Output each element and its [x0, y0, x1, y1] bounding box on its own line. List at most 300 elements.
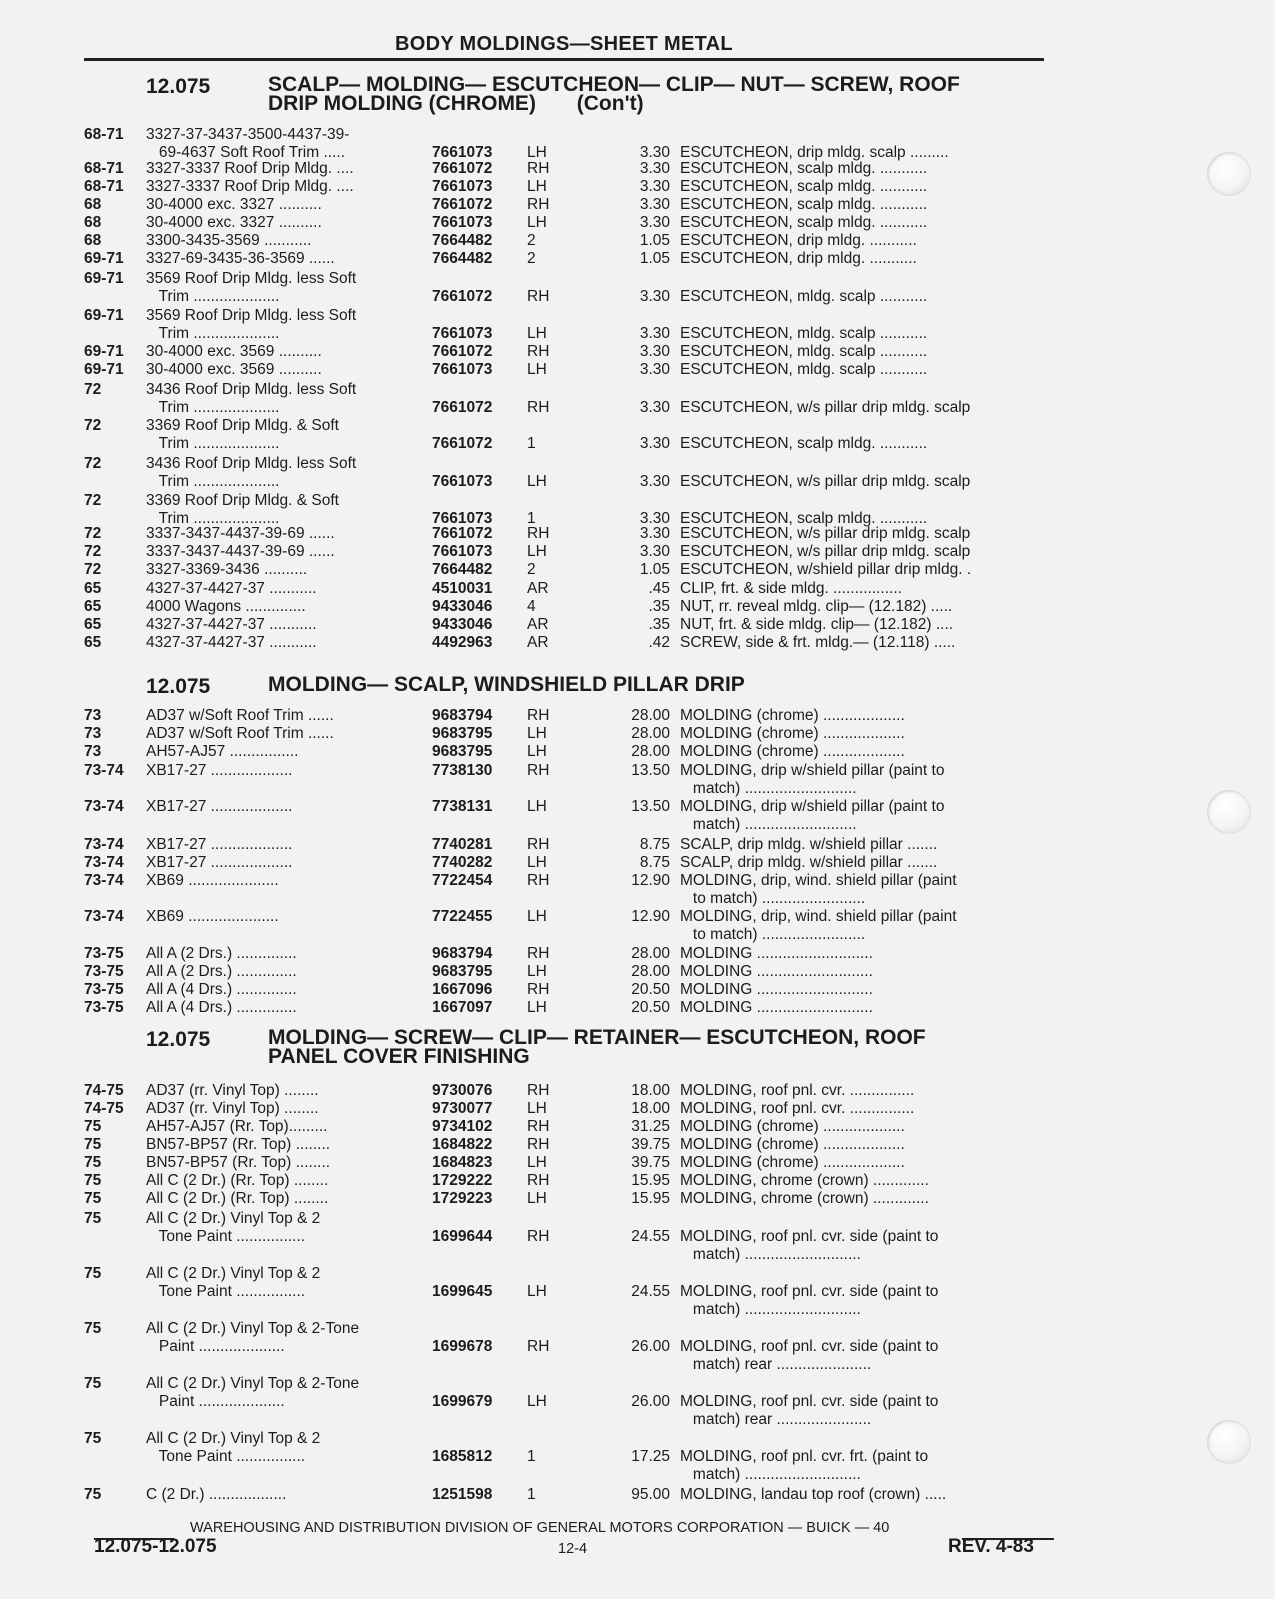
- part-description: MOLDING, drip w/shield pillar (paint to match) ..........................: [680, 798, 945, 833]
- list-price: 15.95: [631, 1190, 670, 1207]
- part-number: 7740281: [432, 836, 493, 853]
- part-number: 7661072: [432, 288, 493, 305]
- model-applicability: 3327-37-3437-3500-4437-39- 69-4637 Soft Roof Trim .....: [146, 126, 350, 161]
- part-number: 1251598: [432, 1486, 493, 1503]
- list-price: 3.30: [639, 196, 670, 213]
- model-applicability: 3369 Roof Drip Mldg. & Soft Trim ....................: [146, 417, 339, 452]
- list-price: 3.30: [639, 325, 670, 342]
- model-year: 74-75: [84, 1100, 124, 1117]
- part-description: ESCUTCHEON, w/s pillar drip mldg. scalp: [680, 473, 971, 490]
- model-applicability: All C (2 Dr.) Vinyl Top & 2 Tone Paint ................: [146, 1430, 321, 1465]
- part-number: 7722455: [432, 908, 493, 925]
- model-applicability: All A (4 Drs.) ..............: [146, 999, 297, 1016]
- part-description: ESCUTCHEON, mldg. scalp ...........: [680, 343, 928, 360]
- model-year: 75: [84, 1486, 102, 1503]
- model-year: 68-71: [84, 126, 124, 143]
- quantity: LH: [527, 178, 547, 195]
- model-year: 69-71: [84, 307, 124, 324]
- model-applicability: XB17-27 ...................: [146, 854, 293, 871]
- part-description: MOLDING, roof pnl. cvr. ...............: [680, 1100, 915, 1117]
- quantity: 2: [527, 250, 536, 267]
- model-applicability: 30-4000 exc. 3569 ..........: [146, 343, 322, 360]
- model-year: 69-71: [84, 270, 124, 287]
- list-price: 8.75: [639, 836, 670, 853]
- model-year: 72: [84, 381, 102, 398]
- part-number: 9683795: [432, 725, 493, 742]
- model-year: 65: [84, 580, 102, 597]
- list-price: 26.00: [631, 1393, 670, 1410]
- part-number: 1699678: [432, 1338, 493, 1355]
- part-number: 9730077: [432, 1100, 493, 1117]
- list-price: 18.00: [631, 1100, 670, 1117]
- part-description: MOLDING, roof pnl. cvr. side (paint to match) ...........................: [680, 1283, 939, 1318]
- quantity: LH: [527, 798, 547, 815]
- list-price: 3.30: [639, 361, 670, 378]
- model-year: 72: [84, 525, 102, 542]
- part-description: ESCUTCHEON, mldg. scalp ...........: [680, 288, 928, 305]
- quantity: LH: [527, 325, 547, 342]
- model-applicability: XB17-27 ...................: [146, 836, 293, 853]
- model-year: 69-71: [84, 343, 124, 360]
- model-applicability: 3327-3369-3436 ..........: [146, 561, 308, 578]
- part-description: MOLDING, drip, wind. shield pillar (paint to match) ........................: [680, 908, 957, 943]
- model-year: 73-74: [84, 854, 124, 871]
- part-description: MOLDING (chrome) ...................: [680, 725, 905, 742]
- model-applicability: C (2 Dr.) ..................: [146, 1486, 287, 1503]
- model-year: 68-71: [84, 160, 124, 177]
- part-description: CLIP, frt. & side mldg. ................: [680, 580, 902, 597]
- model-year: 68: [84, 214, 102, 231]
- part-description: ESCUTCHEON, scalp mldg. ...........: [680, 196, 928, 213]
- part-number: 9730076: [432, 1082, 493, 1099]
- part-number: 7661072: [432, 525, 493, 542]
- header-divider: [84, 58, 1044, 61]
- model-year: 73-75: [84, 981, 124, 998]
- model-year: 72: [84, 543, 102, 560]
- model-year: 65: [84, 616, 102, 633]
- page-title: BODY MOLDINGS—SHEET METAL: [395, 33, 733, 55]
- quantity: RH: [527, 1136, 550, 1153]
- model-year: 73-74: [84, 908, 124, 925]
- part-description: NUT, rr. reveal mldg. clip— (12.182) .....: [680, 598, 953, 615]
- model-year: 68: [84, 232, 102, 249]
- model-year: 68: [84, 196, 102, 213]
- list-price: 3.30: [639, 178, 670, 195]
- part-description: MOLDING (chrome) ...................: [680, 1118, 905, 1135]
- part-description: MOLDING, chrome (crown) .............: [680, 1190, 929, 1207]
- model-year: 69-71: [84, 361, 124, 378]
- model-applicability: XB17-27 ...................: [146, 762, 293, 779]
- quantity: LH: [527, 963, 547, 980]
- model-year: 73: [84, 743, 102, 760]
- part-number: 4492963: [432, 634, 493, 651]
- part-description: MOLDING ...........................: [680, 999, 873, 1016]
- model-applicability: 4000 Wagons ..............: [146, 598, 306, 615]
- list-price: 28.00: [631, 963, 670, 980]
- model-applicability: 3327-3337 Roof Drip Mldg. ....: [146, 160, 354, 177]
- quantity: 1: [527, 1486, 536, 1503]
- model-applicability: All A (2 Drs.) ..............: [146, 945, 297, 962]
- list-price: 1.05: [639, 232, 670, 249]
- model-year: 65: [84, 598, 102, 615]
- part-description: MOLDING, landau top roof (crown) .....: [680, 1486, 947, 1503]
- part-description: ESCUTCHEON, scalp mldg. ...........: [680, 160, 928, 177]
- part-number: 9683794: [432, 707, 493, 724]
- binder-hole: [1207, 152, 1251, 196]
- list-price: 8.75: [639, 854, 670, 871]
- model-year: 73-74: [84, 872, 124, 889]
- quantity: 1: [527, 435, 536, 452]
- part-number: 7661072: [432, 435, 493, 452]
- quantity: 2: [527, 561, 536, 578]
- list-price: 12.90: [631, 908, 670, 925]
- model-year: 75: [84, 1430, 102, 1447]
- model-year: 75: [84, 1118, 102, 1135]
- model-year: 73-74: [84, 762, 124, 779]
- model-applicability: 3327-3337 Roof Drip Mldg. ....: [146, 178, 354, 195]
- quantity: RH: [527, 1082, 550, 1099]
- part-description: MOLDING, roof pnl. cvr. side (paint to match) ...........................: [680, 1228, 939, 1263]
- model-year: 75: [84, 1375, 102, 1392]
- model-year: 75: [84, 1320, 102, 1337]
- model-applicability: All C (2 Dr.) Vinyl Top & 2 Tone Paint ................: [146, 1210, 321, 1245]
- quantity: LH: [527, 854, 547, 871]
- part-description: MOLDING ...........................: [680, 981, 873, 998]
- part-number: 9433046: [432, 598, 493, 615]
- section-number: 12.075: [146, 675, 211, 698]
- part-number: 7740282: [432, 854, 493, 871]
- model-applicability: All A (4 Drs.) ..............: [146, 981, 297, 998]
- list-price: 24.55: [631, 1228, 670, 1245]
- quantity: RH: [527, 288, 550, 305]
- quantity: RH: [527, 160, 550, 177]
- model-year: 73-75: [84, 999, 124, 1016]
- model-applicability: AD37 w/Soft Roof Trim ......: [146, 725, 334, 742]
- model-applicability: 3569 Roof Drip Mldg. less Soft Trim ....................: [146, 270, 357, 305]
- list-price: .45: [648, 580, 670, 597]
- quantity: 1: [527, 1448, 536, 1465]
- model-year: 65: [84, 634, 102, 651]
- part-number: 9683795: [432, 743, 493, 760]
- quantity: RH: [527, 836, 550, 853]
- part-number: 7661073: [432, 543, 493, 560]
- quantity: LH: [527, 999, 547, 1016]
- model-applicability: 30-4000 exc. 3327 ..........: [146, 196, 322, 213]
- quantity: LH: [527, 1190, 547, 1207]
- model-applicability: AD37 (rr. Vinyl Top) ........: [146, 1082, 319, 1099]
- part-number: 9683795: [432, 963, 493, 980]
- part-description: ESCUTCHEON, mldg. scalp ...........: [680, 361, 928, 378]
- part-number: 7661072: [432, 196, 493, 213]
- model-year: 75: [84, 1265, 102, 1282]
- model-applicability: 30-4000 exc. 3569 ..........: [146, 361, 322, 378]
- part-number: 1699679: [432, 1393, 493, 1410]
- list-price: 12.90: [631, 872, 670, 889]
- quantity: AR: [527, 580, 549, 597]
- part-description: ESCUTCHEON, scalp mldg. ...........: [680, 510, 928, 527]
- list-price: 17.25: [631, 1448, 670, 1465]
- section-title: SCALP— MOLDING— ESCUTCHEON— CLIP— NUT— SCREW, ROOF DRIP MOLDING (CHROME) (Con't): [268, 73, 960, 115]
- footer-division-text: WAREHOUSING AND DISTRIBUTION DIVISION OF GENERAL MOTORS CORPORATION — BUICK — 40: [190, 1520, 890, 1536]
- part-description: ESCUTCHEON, w/shield pillar drip mldg. .: [680, 561, 972, 578]
- footer-revision: REV. 4-83: [948, 1536, 1034, 1557]
- list-price: 95.00: [631, 1486, 670, 1503]
- list-price: 28.00: [631, 743, 670, 760]
- quantity: LH: [527, 1393, 547, 1410]
- part-number: 1685812: [432, 1448, 493, 1465]
- model-year: 68-71: [84, 178, 124, 195]
- part-description: SCALP, drip mldg. w/shield pillar .......: [680, 836, 938, 853]
- quantity: RH: [527, 707, 550, 724]
- part-number: 7661072: [432, 343, 493, 360]
- list-price: 20.50: [631, 981, 670, 998]
- list-price: 18.00: [631, 1082, 670, 1099]
- model-year: 72: [84, 561, 102, 578]
- model-year: 73-75: [84, 963, 124, 980]
- part-number: 7661073: [432, 325, 493, 342]
- model-year: 75: [84, 1154, 102, 1171]
- model-applicability: 3327-69-3435-36-3569 ......: [146, 250, 335, 267]
- model-applicability: All A (2 Drs.) ..............: [146, 963, 297, 980]
- model-applicability: BN57-BP57 (Rr. Top) ........: [146, 1154, 331, 1171]
- part-number: 7661073: [432, 361, 493, 378]
- list-price: 24.55: [631, 1283, 670, 1300]
- list-price: 3.30: [639, 525, 670, 542]
- part-description: MOLDING, roof pnl. cvr. side (paint to match) rear ......................: [680, 1393, 939, 1428]
- list-price: .35: [648, 616, 670, 633]
- part-description: MOLDING, drip, wind. shield pillar (paint to match) ........................: [680, 872, 957, 907]
- model-year: 73-74: [84, 836, 124, 853]
- footer-page-number: 12-4: [558, 1541, 588, 1557]
- part-number: 7722454: [432, 872, 493, 889]
- list-price: 3.30: [639, 160, 670, 177]
- model-applicability: All C (2 Dr.) Vinyl Top & 2-Tone Paint ....................: [146, 1375, 360, 1410]
- part-number: 9433046: [432, 616, 493, 633]
- model-applicability: AD37 (rr. Vinyl Top) ........: [146, 1100, 319, 1117]
- footer-section-range: 12.075-12.075: [94, 1536, 217, 1557]
- model-year: 72: [84, 492, 102, 509]
- part-number: 1729222: [432, 1172, 493, 1189]
- model-applicability: 3436 Roof Drip Mldg. less Soft Trim ....................: [146, 381, 357, 416]
- list-price: 3.30: [639, 510, 670, 527]
- model-applicability: 3337-3437-4437-39-69 ......: [146, 543, 335, 560]
- quantity: RH: [527, 872, 550, 889]
- model-applicability: All C (2 Dr.) Vinyl Top & 2 Tone Paint ................: [146, 1265, 321, 1300]
- part-number: 9734102: [432, 1118, 493, 1135]
- model-year: 75: [84, 1136, 102, 1153]
- model-applicability: XB69 .....................: [146, 908, 279, 925]
- model-applicability: 4327-37-4427-37 ...........: [146, 634, 317, 651]
- quantity: LH: [527, 743, 547, 760]
- model-year: 75: [84, 1172, 102, 1189]
- list-price: 39.75: [631, 1154, 670, 1171]
- list-price: 28.00: [631, 725, 670, 742]
- part-description: ESCUTCHEON, w/s pillar drip mldg. scalp: [680, 525, 971, 542]
- model-applicability: 3569 Roof Drip Mldg. less Soft Trim ....................: [146, 307, 357, 342]
- part-number: 1729223: [432, 1190, 493, 1207]
- list-price: .42: [648, 634, 670, 651]
- part-description: MOLDING, roof pnl. cvr. ...............: [680, 1082, 915, 1099]
- part-description: MOLDING ...........................: [680, 945, 873, 962]
- model-year: 72: [84, 417, 102, 434]
- part-description: NUT, frt. & side mldg. clip— (12.182) ....: [680, 616, 954, 633]
- quantity: RH: [527, 945, 550, 962]
- part-description: ESCUTCHEON, drip mldg. ...........: [680, 250, 917, 267]
- part-number: 7664482: [432, 250, 493, 267]
- section-number: 12.075: [146, 1028, 211, 1051]
- part-number: 4510031: [432, 580, 493, 597]
- quantity: RH: [527, 981, 550, 998]
- part-description: ESCUTCHEON, w/s pillar drip mldg. scalp: [680, 543, 971, 560]
- part-description: MOLDING, drip w/shield pillar (paint to match) ..........................: [680, 762, 945, 797]
- model-applicability: 30-4000 exc. 3327 ..........: [146, 214, 322, 231]
- part-number: 7661073: [432, 178, 493, 195]
- model-applicability: All C (2 Dr.) (Rr. Top) ........: [146, 1190, 329, 1207]
- part-description: ESCUTCHEON, w/s pillar drip mldg. scalp: [680, 399, 971, 416]
- model-year: 69-71: [84, 250, 124, 267]
- part-number: 7738130: [432, 762, 493, 779]
- quantity: LH: [527, 1100, 547, 1117]
- quantity: 4: [527, 598, 536, 615]
- part-number: 1684823: [432, 1154, 493, 1171]
- model-applicability: AH57-AJ57 (Rr. Top).........: [146, 1118, 328, 1135]
- part-description: MOLDING (chrome) ...................: [680, 707, 905, 724]
- part-number: 7661072: [432, 160, 493, 177]
- list-price: 13.50: [631, 762, 670, 779]
- model-applicability: AH57-AJ57 ................: [146, 743, 299, 760]
- section-title: MOLDING— SCREW— CLIP— RETAINER— ESCUTCHEON, ROOF PANEL COVER FINISHING: [268, 1026, 926, 1068]
- model-applicability: 4327-37-4427-37 ...........: [146, 580, 317, 597]
- quantity: RH: [527, 343, 550, 360]
- part-description: SCREW, side & frt. mldg.— (12.118) .....: [680, 634, 956, 651]
- quantity: LH: [527, 214, 547, 231]
- list-price: 3.30: [639, 473, 670, 490]
- model-applicability: XB69 .....................: [146, 872, 279, 889]
- model-applicability: 3436 Roof Drip Mldg. less Soft Trim ....................: [146, 455, 357, 490]
- part-number: 1699644: [432, 1228, 493, 1245]
- list-price: 26.00: [631, 1338, 670, 1355]
- list-price: .35: [648, 598, 670, 615]
- model-year: 75: [84, 1210, 102, 1227]
- part-description: ESCUTCHEON, mldg. scalp ...........: [680, 325, 928, 342]
- part-description: MOLDING ...........................: [680, 963, 873, 980]
- part-number: 7661073: [432, 144, 493, 161]
- list-price: 3.30: [639, 399, 670, 416]
- part-description: MOLDING (chrome) ...................: [680, 1154, 905, 1171]
- model-applicability: XB17-27 ...................: [146, 798, 293, 815]
- quantity: RH: [527, 399, 550, 416]
- part-description: ESCUTCHEON, drip mldg. scalp .........: [680, 144, 949, 161]
- quantity: AR: [527, 634, 549, 651]
- list-price: 1.05: [639, 250, 670, 267]
- list-price: 3.30: [639, 214, 670, 231]
- quantity: AR: [527, 616, 549, 633]
- list-price: 20.50: [631, 999, 670, 1016]
- binder-hole: [1207, 1420, 1251, 1464]
- model-year: 73-75: [84, 945, 124, 962]
- binder-hole: [1207, 790, 1251, 834]
- quantity: RH: [527, 1172, 550, 1189]
- quantity: RH: [527, 762, 550, 779]
- part-number: 1667096: [432, 981, 493, 998]
- list-price: 3.30: [639, 543, 670, 560]
- list-price: 28.00: [631, 945, 670, 962]
- list-price: 13.50: [631, 798, 670, 815]
- model-applicability: 3300-3435-3569 ...........: [146, 232, 312, 249]
- quantity: 2: [527, 232, 536, 249]
- model-applicability: 3369 Roof Drip Mldg. & Soft Trim ....................: [146, 492, 339, 527]
- list-price: 31.25: [631, 1118, 670, 1135]
- part-number: 1667097: [432, 999, 493, 1016]
- part-number: 7664482: [432, 232, 493, 249]
- model-year: 73: [84, 725, 102, 742]
- model-year: 73: [84, 707, 102, 724]
- list-price: 3.30: [639, 435, 670, 452]
- part-number: 7664482: [432, 561, 493, 578]
- part-description: ESCUTCHEON, scalp mldg. ...........: [680, 214, 928, 231]
- model-year: 72: [84, 455, 102, 472]
- part-description: MOLDING (chrome) ...................: [680, 1136, 905, 1153]
- quantity: LH: [527, 473, 547, 490]
- quantity: LH: [527, 1283, 547, 1300]
- part-description: MOLDING (chrome) ...................: [680, 743, 905, 760]
- quantity: LH: [527, 361, 547, 378]
- quantity: 1: [527, 510, 536, 527]
- part-number: 1684822: [432, 1136, 493, 1153]
- quantity: LH: [527, 908, 547, 925]
- model-applicability: AD37 w/Soft Roof Trim ......: [146, 707, 334, 724]
- quantity: RH: [527, 525, 550, 542]
- part-number: 9683794: [432, 945, 493, 962]
- part-description: MOLDING, chrome (crown) .............: [680, 1172, 929, 1189]
- part-description: MOLDING, roof pnl. cvr. frt. (paint to match) ...........................: [680, 1448, 929, 1483]
- quantity: LH: [527, 144, 547, 161]
- part-number: 1699645: [432, 1283, 493, 1300]
- model-applicability: BN57-BP57 (Rr. Top) ........: [146, 1136, 331, 1153]
- list-price: 3.30: [639, 343, 670, 360]
- part-number: 7661073: [432, 214, 493, 231]
- list-price: 3.30: [639, 288, 670, 305]
- part-number: 7661072: [432, 399, 493, 416]
- quantity: LH: [527, 543, 547, 560]
- quantity: RH: [527, 1228, 550, 1245]
- quantity: RH: [527, 196, 550, 213]
- part-description: SCALP, drip mldg. w/shield pillar .......: [680, 854, 938, 871]
- quantity: RH: [527, 1118, 550, 1135]
- part-description: ESCUTCHEON, drip mldg. ...........: [680, 232, 917, 249]
- part-description: ESCUTCHEON, scalp mldg. ...........: [680, 435, 928, 452]
- model-applicability: 3337-3437-4437-39-69 ......: [146, 525, 335, 542]
- model-applicability: All C (2 Dr.) (Rr. Top) ........: [146, 1172, 329, 1189]
- section-number: 12.075: [146, 75, 211, 98]
- part-number: 7661073: [432, 510, 493, 527]
- list-price: 39.75: [631, 1136, 670, 1153]
- model-applicability: All C (2 Dr.) Vinyl Top & 2-Tone Paint ....................: [146, 1320, 360, 1355]
- list-price: 3.30: [639, 144, 670, 161]
- model-year: 73-74: [84, 798, 124, 815]
- section-title: MOLDING— SCALP, WINDSHIELD PILLAR DRIP: [268, 673, 745, 696]
- part-description: MOLDING, roof pnl. cvr. side (paint to match) rear ......................: [680, 1338, 939, 1373]
- quantity: RH: [527, 1338, 550, 1355]
- model-year: 75: [84, 1190, 102, 1207]
- model-applicability: 4327-37-4427-37 ...........: [146, 616, 317, 633]
- model-year: 74-75: [84, 1082, 124, 1099]
- quantity: LH: [527, 1154, 547, 1171]
- list-price: 15.95: [631, 1172, 670, 1189]
- part-description: ESCUTCHEON, scalp mldg. ...........: [680, 178, 928, 195]
- part-number: 7661073: [432, 473, 493, 490]
- part-number: 7738131: [432, 798, 493, 815]
